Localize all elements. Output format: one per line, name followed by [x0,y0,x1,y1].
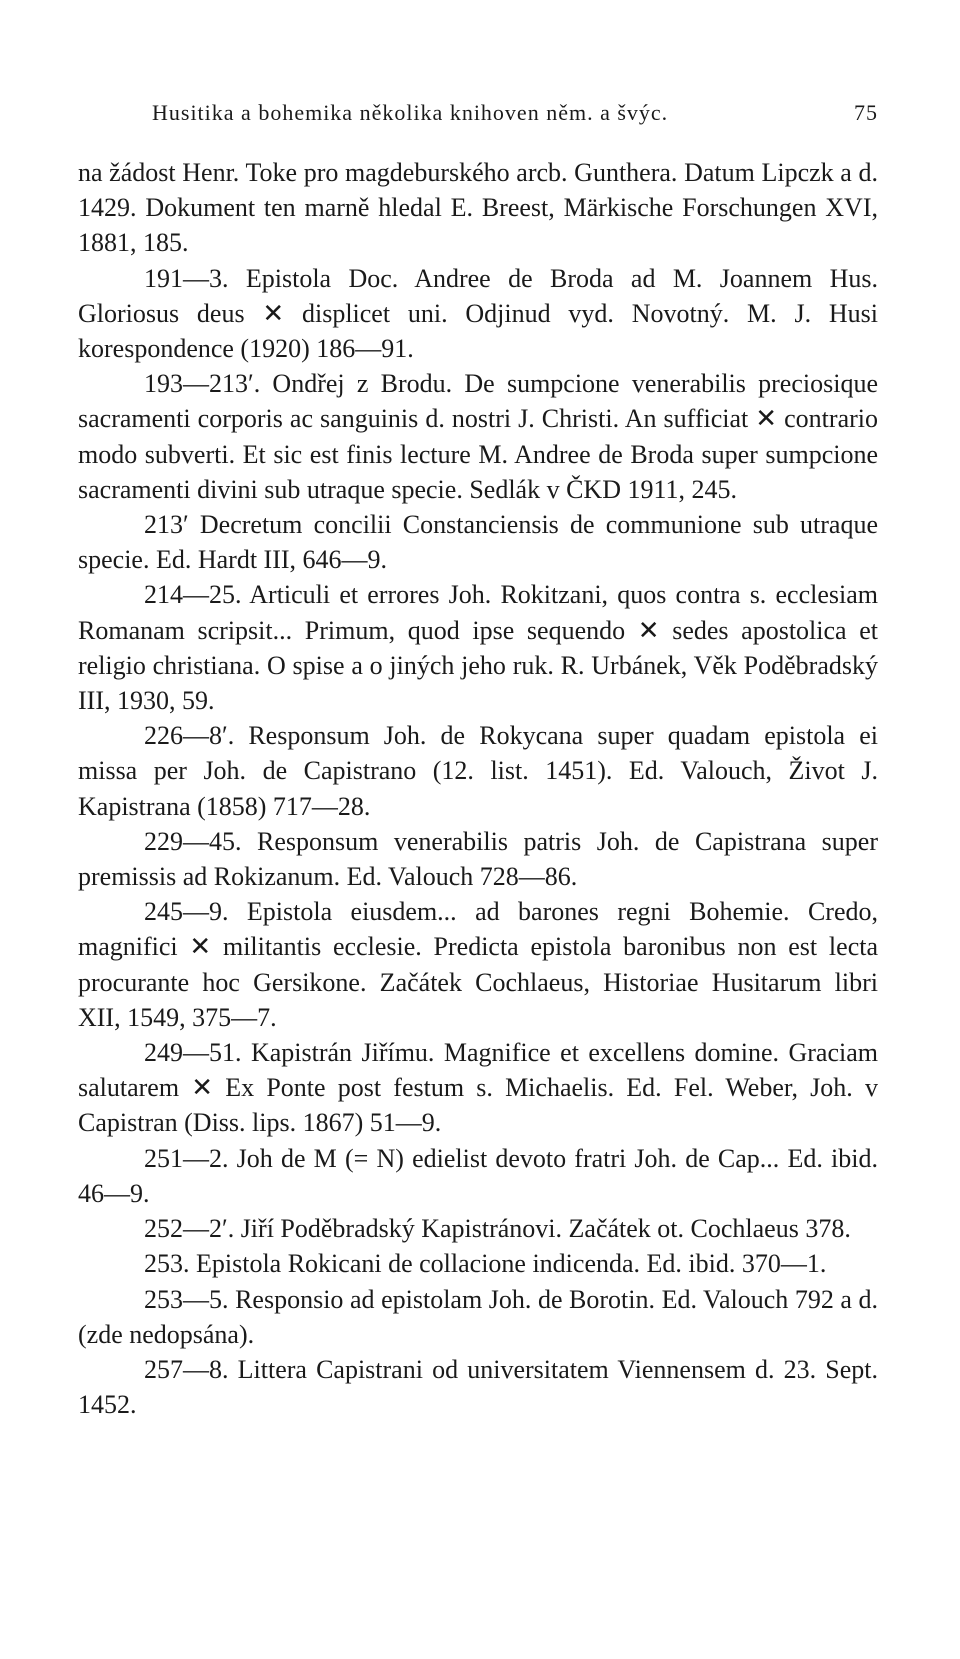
paragraph-entry: 229—45. Responsum venerabilis patris Joh. de Capistrana super premissis ad Rokizanum. Ed. Valouch 728—86. [78,826,878,892]
paragraph-entry: 251—2. Joh de M (= N) edielist devoto fratri Joh. de Cap... Ed. ibid. 46—9. [78,1143,878,1208]
running-head [78,100,878,140]
paragraph-entry: 253—5. Responsio ad epistolam Joh. de Borotin. Ed. Valouch 792 a d. (zde nedopsána). [78,1284,878,1349]
paragraph-entry: 193—213′. Ondřej z Brodu. De sumpcione venerabilis preciosique sacramenti corporis ac sanguinis d. nostri J. Christi. An sufficiat ✕ contrario modo subverti. Et sic est finis lecture M. Andree de Broda super sumpcione sacramenti divini sub utraque specie. Sedlák v ČKD 1911, 245. [78,369,878,504]
page-number: 75 [854,100,878,125]
paragraph-entry: 245—9. Epistola eiusdem... ad barones regni Bohemie. Credo, magnifici ✕ militantis ecclesie. Predicta epistola baronibus non est lecta procurante hoc Gersikone. Začátek Cochlaeus, Historiae Husitarum libri XII, 1549, 375—7. [78,897,878,1032]
body-text [78,155,878,1422]
paragraph-entry: 214—25. Articuli et errores Joh. Rokitzani, quos contra s. ecclesiam Romanam scripsit... Primum, quod ipse sequendo ✕ sedes apostolica et religio christiana. O spise a o jiných jeho ruk. R. Urbánek, Věk Poděbradský III, 1930, 59. [78,580,878,716]
paragraph-entry: 253. Epistola Rokicani de collacione indicenda. Ed. ibid. 370—1. [144,1249,827,1279]
running-head-title: Husitika a bohemika několika knihoven něm. a švýc. [152,100,669,125]
paragraph-entry: 191—3. Epistola Doc. Andree de Broda ad M. Joannem Hus. Gloriosus deus ✕ displicet uni. Odjinud vyd. Novotný. M. J. Husi korespondence (1920) 186—91. [78,263,878,364]
paragraph-entry: 249—51. Kapistrán Jiřímu. Magnifice et excellens domine. Graciam salutarem ✕ Ex Ponte post festum s. Michaelis. Ed. Fel. Weber, Joh. v Capistran (Diss. lips. 1867) 51—9. [78,1038,878,1138]
book-page [78,100,878,1422]
paragraph-entry: 252—2′. Jiří Poděbradský Kapistránovi. Začátek ot. Cochlaeus 378. [144,1214,851,1244]
paragraph-entry: 213′ Decretum concilii Constanciensis de communione sub utraque specie. Ed. Hardt III, 646—9. [78,510,878,575]
paragraph-continuation: na žádost Henr. Toke pro magdeburského arcb. Gunthera. Datum Lipczk a d. 1429. Dokument ten marně hledal E. Breest, Märkische Forschungen XVI, 1881, 185. [78,158,878,258]
paragraph-entry: 257—8. Littera Capistrani od universitatem Viennensem d. 23. Sept. 1452. [78,1354,878,1420]
paragraph-entry: 226—8′. Responsum Joh. de Rokycana super quadam epistola ei missa per Joh. de Capistrano (12. list. 1451). Ed. Valouch, Život J. Kapistrana (1858) 717—28. [78,721,878,821]
